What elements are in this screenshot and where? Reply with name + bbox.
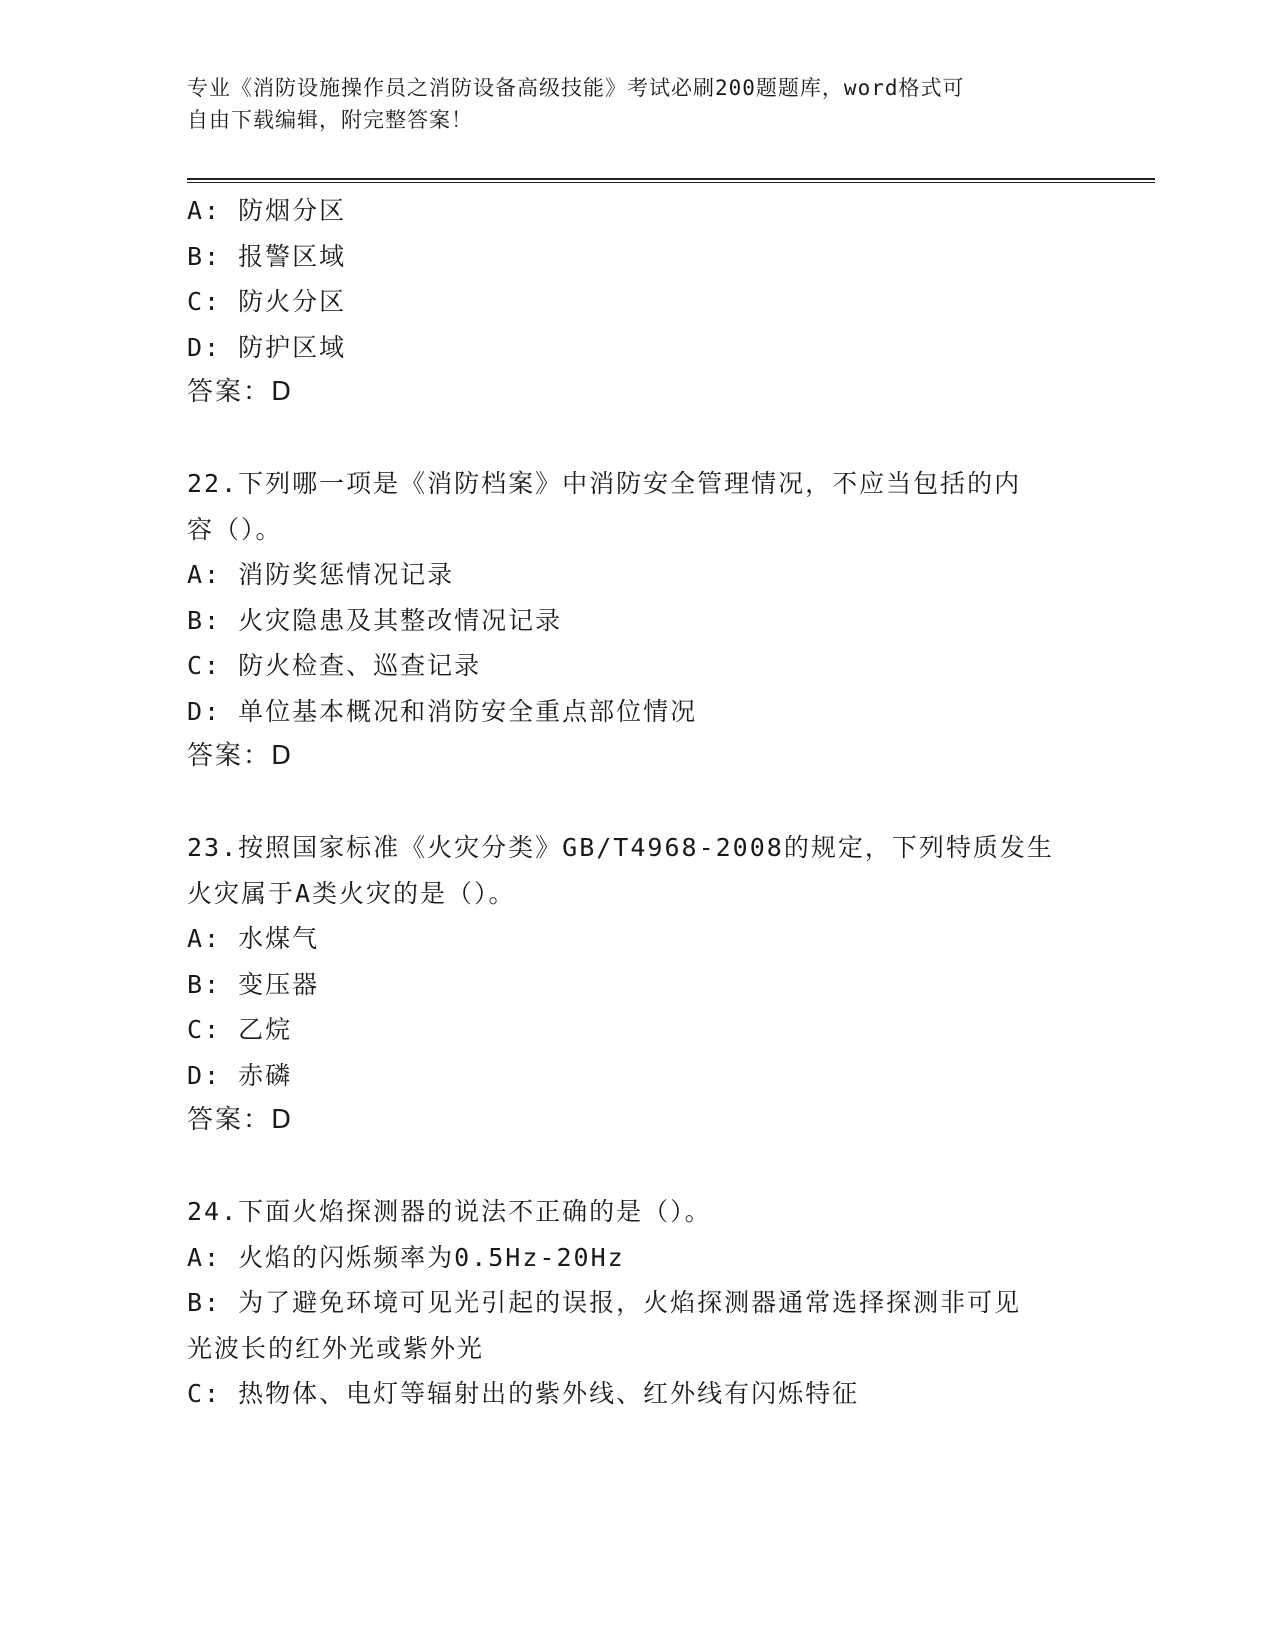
option-d: D: 赤磷 [187, 1060, 293, 1090]
option-d: D: 单位基本概况和消防安全重点部位情况 [187, 696, 698, 726]
option-c: C: 防火检查、巡查记录 [187, 651, 482, 680]
option-a: A: 火焰的闪烁频率为0.5Hz-20Hz [187, 1242, 625, 1272]
spacer [187, 1144, 1087, 1190]
header-line-1: 专业《消防设施操作员之消防设备高级技能》考试必刷200题题库，word格式可 [187, 76, 965, 100]
option-b-continued: 光波长的红外光或紫外光 [187, 1333, 485, 1363]
question-24 [187, 1189, 1087, 1417]
spacer [187, 416, 1087, 462]
question-list [187, 188, 1087, 1417]
question-stem-continued: 容（）。 [187, 514, 283, 544]
spacer [187, 780, 1087, 826]
answer-text: 答案：D [187, 741, 294, 771]
option-b: B: 变压器 [187, 969, 320, 999]
option-c: C: 热物体、电灯等辐射出的紫外线、红外线有闪烁特征 [187, 1379, 860, 1408]
option-b: B: 报警区域 [187, 241, 347, 271]
question-22 [187, 461, 1087, 780]
header-divider [187, 178, 1155, 183]
question-21 [187, 188, 1087, 416]
question-23 [187, 825, 1087, 1144]
document-header [187, 72, 1087, 136]
option-c: C: 乙烷 [187, 1015, 293, 1044]
option-b: B: 为了避免环境可见光引起的误报，火焰探测器通常选择探测非可见 [187, 1288, 1022, 1317]
option-c: C: 防火分区 [187, 287, 347, 316]
option-a: A: 水煤气 [187, 924, 320, 953]
option-b: B: 火灾隐患及其整改情况记录 [187, 605, 563, 635]
question-stem: 22.下列哪一项是《消防档案》中消防安全管理情况，不应当包括的内 [187, 469, 1022, 498]
option-a: A: 防烟分区 [187, 196, 347, 225]
question-stem: 23.按照国家标准《火灾分类》GB/T4968-2008的规定，下列特质发生 [187, 833, 1054, 862]
answer-text: 答案：D [187, 1105, 294, 1135]
header-line-2: 自由下载编辑，附完整答案！ [187, 108, 473, 132]
option-a: A: 消防奖惩情况记录 [187, 560, 455, 589]
question-stem: 24.下面火焰探测器的说法不正确的是（）。 [187, 1197, 712, 1226]
answer-text: 答案：D [187, 377, 294, 407]
question-stem-continued: 火灾属于A类火灾的是（）。 [187, 878, 516, 908]
option-d: D: 防护区域 [187, 332, 347, 362]
